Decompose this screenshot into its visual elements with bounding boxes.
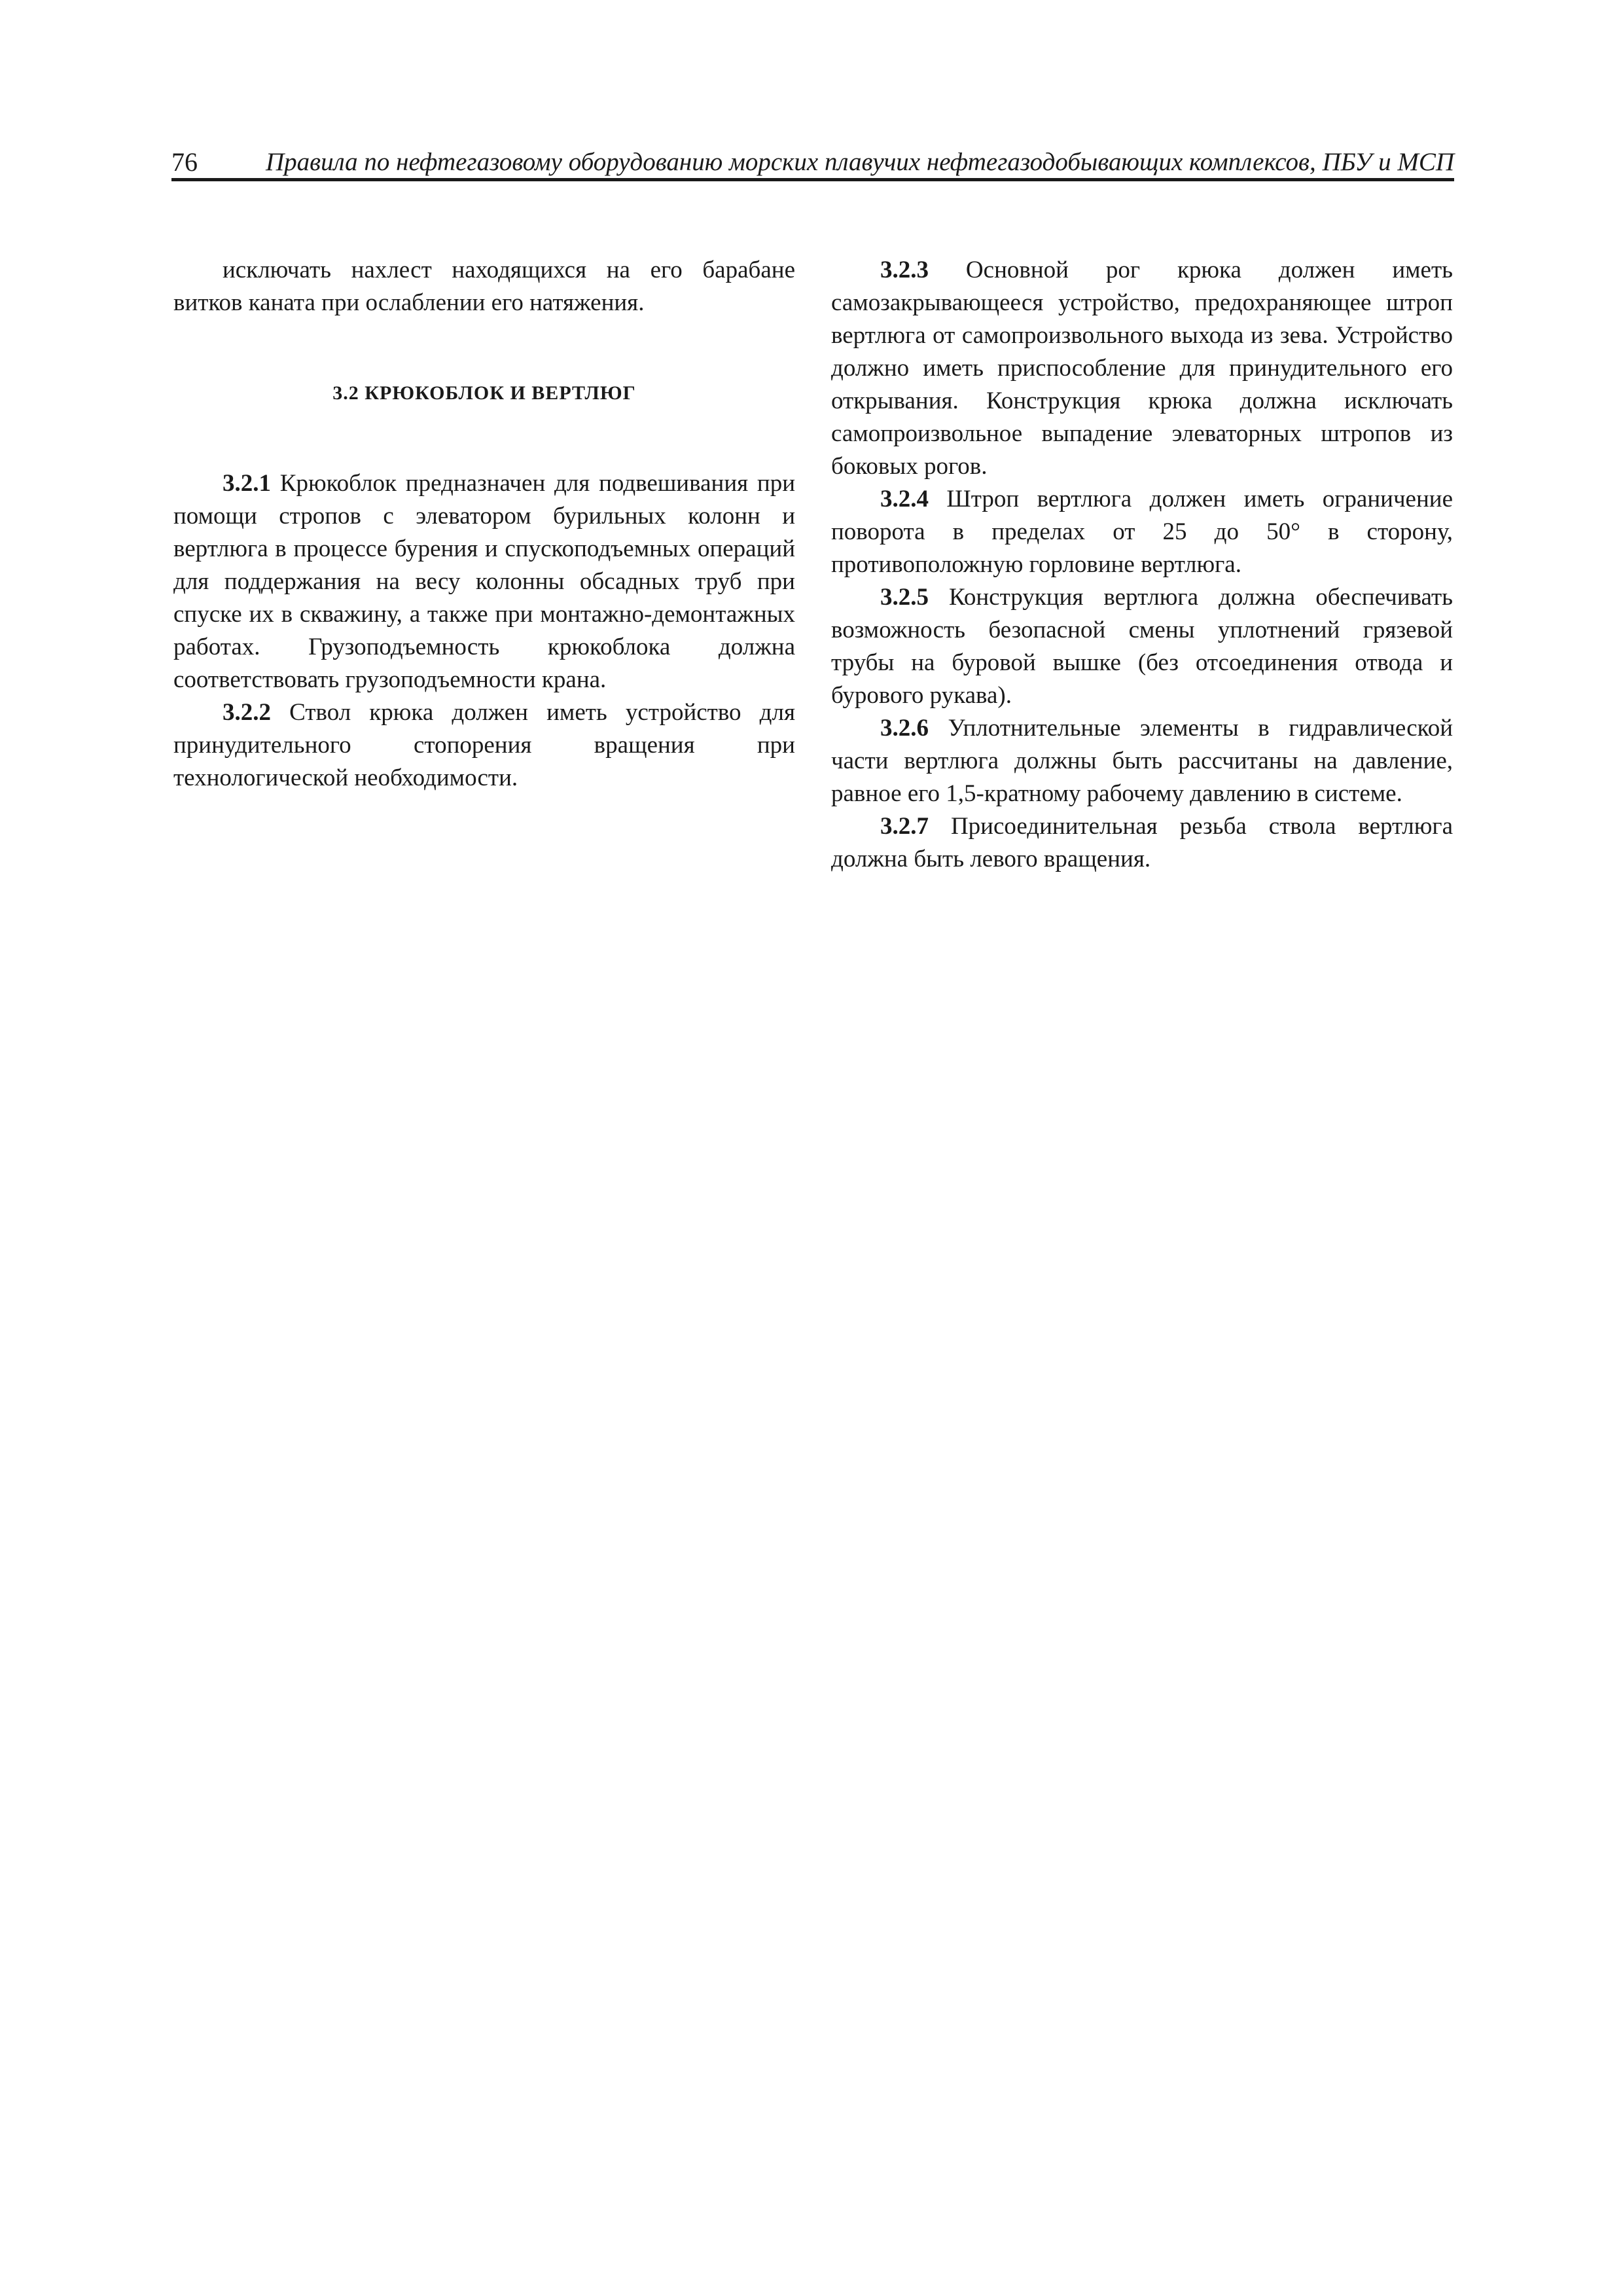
paragraph-number: 3.2.1	[223, 470, 271, 497]
paragraph-text: Основной рог крюка должен иметь самозакрывающееся устройство, предохраняющее штроп вертлюга от самопроизвольного выхода из зева. Устройство должно иметь приспособление для принудительного его открывания. Конструкция крюка должна исключать самопроизвольное выпадение элеваторных штропов из боковых рогов.	[831, 257, 1454, 480]
right-column	[831, 254, 1453, 876]
paragraph-3-2-7	[831, 810, 1453, 876]
left-column	[173, 254, 795, 795]
paragraph-3-2-3	[831, 254, 1453, 483]
paragraph-number: 3.2.7	[880, 813, 929, 840]
paragraph-text: Крюкоблок предназначен для подвешивания при помощи стропов с элеватором бурильных колонн и вертлюга в процессе бурения и спускоподъемных операций для поддержания на весу колонны обсадных труб при спуске их в скважину, а также при монтажно-демонтажных работах. Грузоподъемность крюкоблока должна соответствовать грузоподъемности крана.	[173, 470, 795, 693]
paragraph-number: 3.2.4	[880, 486, 929, 512]
paragraph-3-2-6	[831, 712, 1453, 810]
paragraph-text: Ствол крюка должен иметь устройство для принудительного стопорения вращения при технологической необходимости.	[173, 699, 795, 791]
paragraph-number: 3.2.5	[880, 584, 929, 611]
section-title: 3.2 КРЮКОБЛОК И ВЕРТЛЮГ	[332, 382, 636, 404]
paragraph-number: 3.2.2	[223, 699, 271, 726]
page-header	[171, 145, 1454, 179]
continuation-paragraph: исключать нахлест находящихся на его барабане витков каната при ослаблении его натяжения.	[173, 257, 795, 316]
paragraph-text: Присоединительная резьба ствола вертлюга должна быть левого вращения.	[831, 813, 1453, 872]
paragraph-number: 3.2.6	[880, 715, 929, 742]
page-number: 76	[171, 147, 198, 177]
paragraph-text: Штроп вертлюга должен иметь ограничение поворота в пределах от 25 до 50° в сторону, противоположную горловине вертлюга.	[831, 486, 1453, 578]
paragraph-number: 3.2.3	[880, 257, 929, 283]
paragraph-text: Уплотнительные элементы в гидравлической части вертлюга должны быть рассчитаны на давление, равное его 1,5-кратному рабочему давлению в системе.	[831, 715, 1454, 807]
paragraph-3-2-1	[173, 467, 795, 696]
running-title: Правила по нефтегазовому оборудованию морских плавучих нефтегазодобывающих комплексов, ПБУ и МСП	[266, 148, 1454, 176]
paragraph-3-2-5	[831, 581, 1453, 712]
paragraph-3-2-4	[831, 483, 1453, 581]
paragraph-3-2-2	[173, 696, 795, 795]
paragraph-text: Конструкция вертлюга должна обеспечивать возможность безопасной смены уплотнений грязевой трубы на буровой вышке (без отсоединения отвода и бурового рукава).	[831, 584, 1453, 709]
header-rule	[171, 178, 1454, 181]
